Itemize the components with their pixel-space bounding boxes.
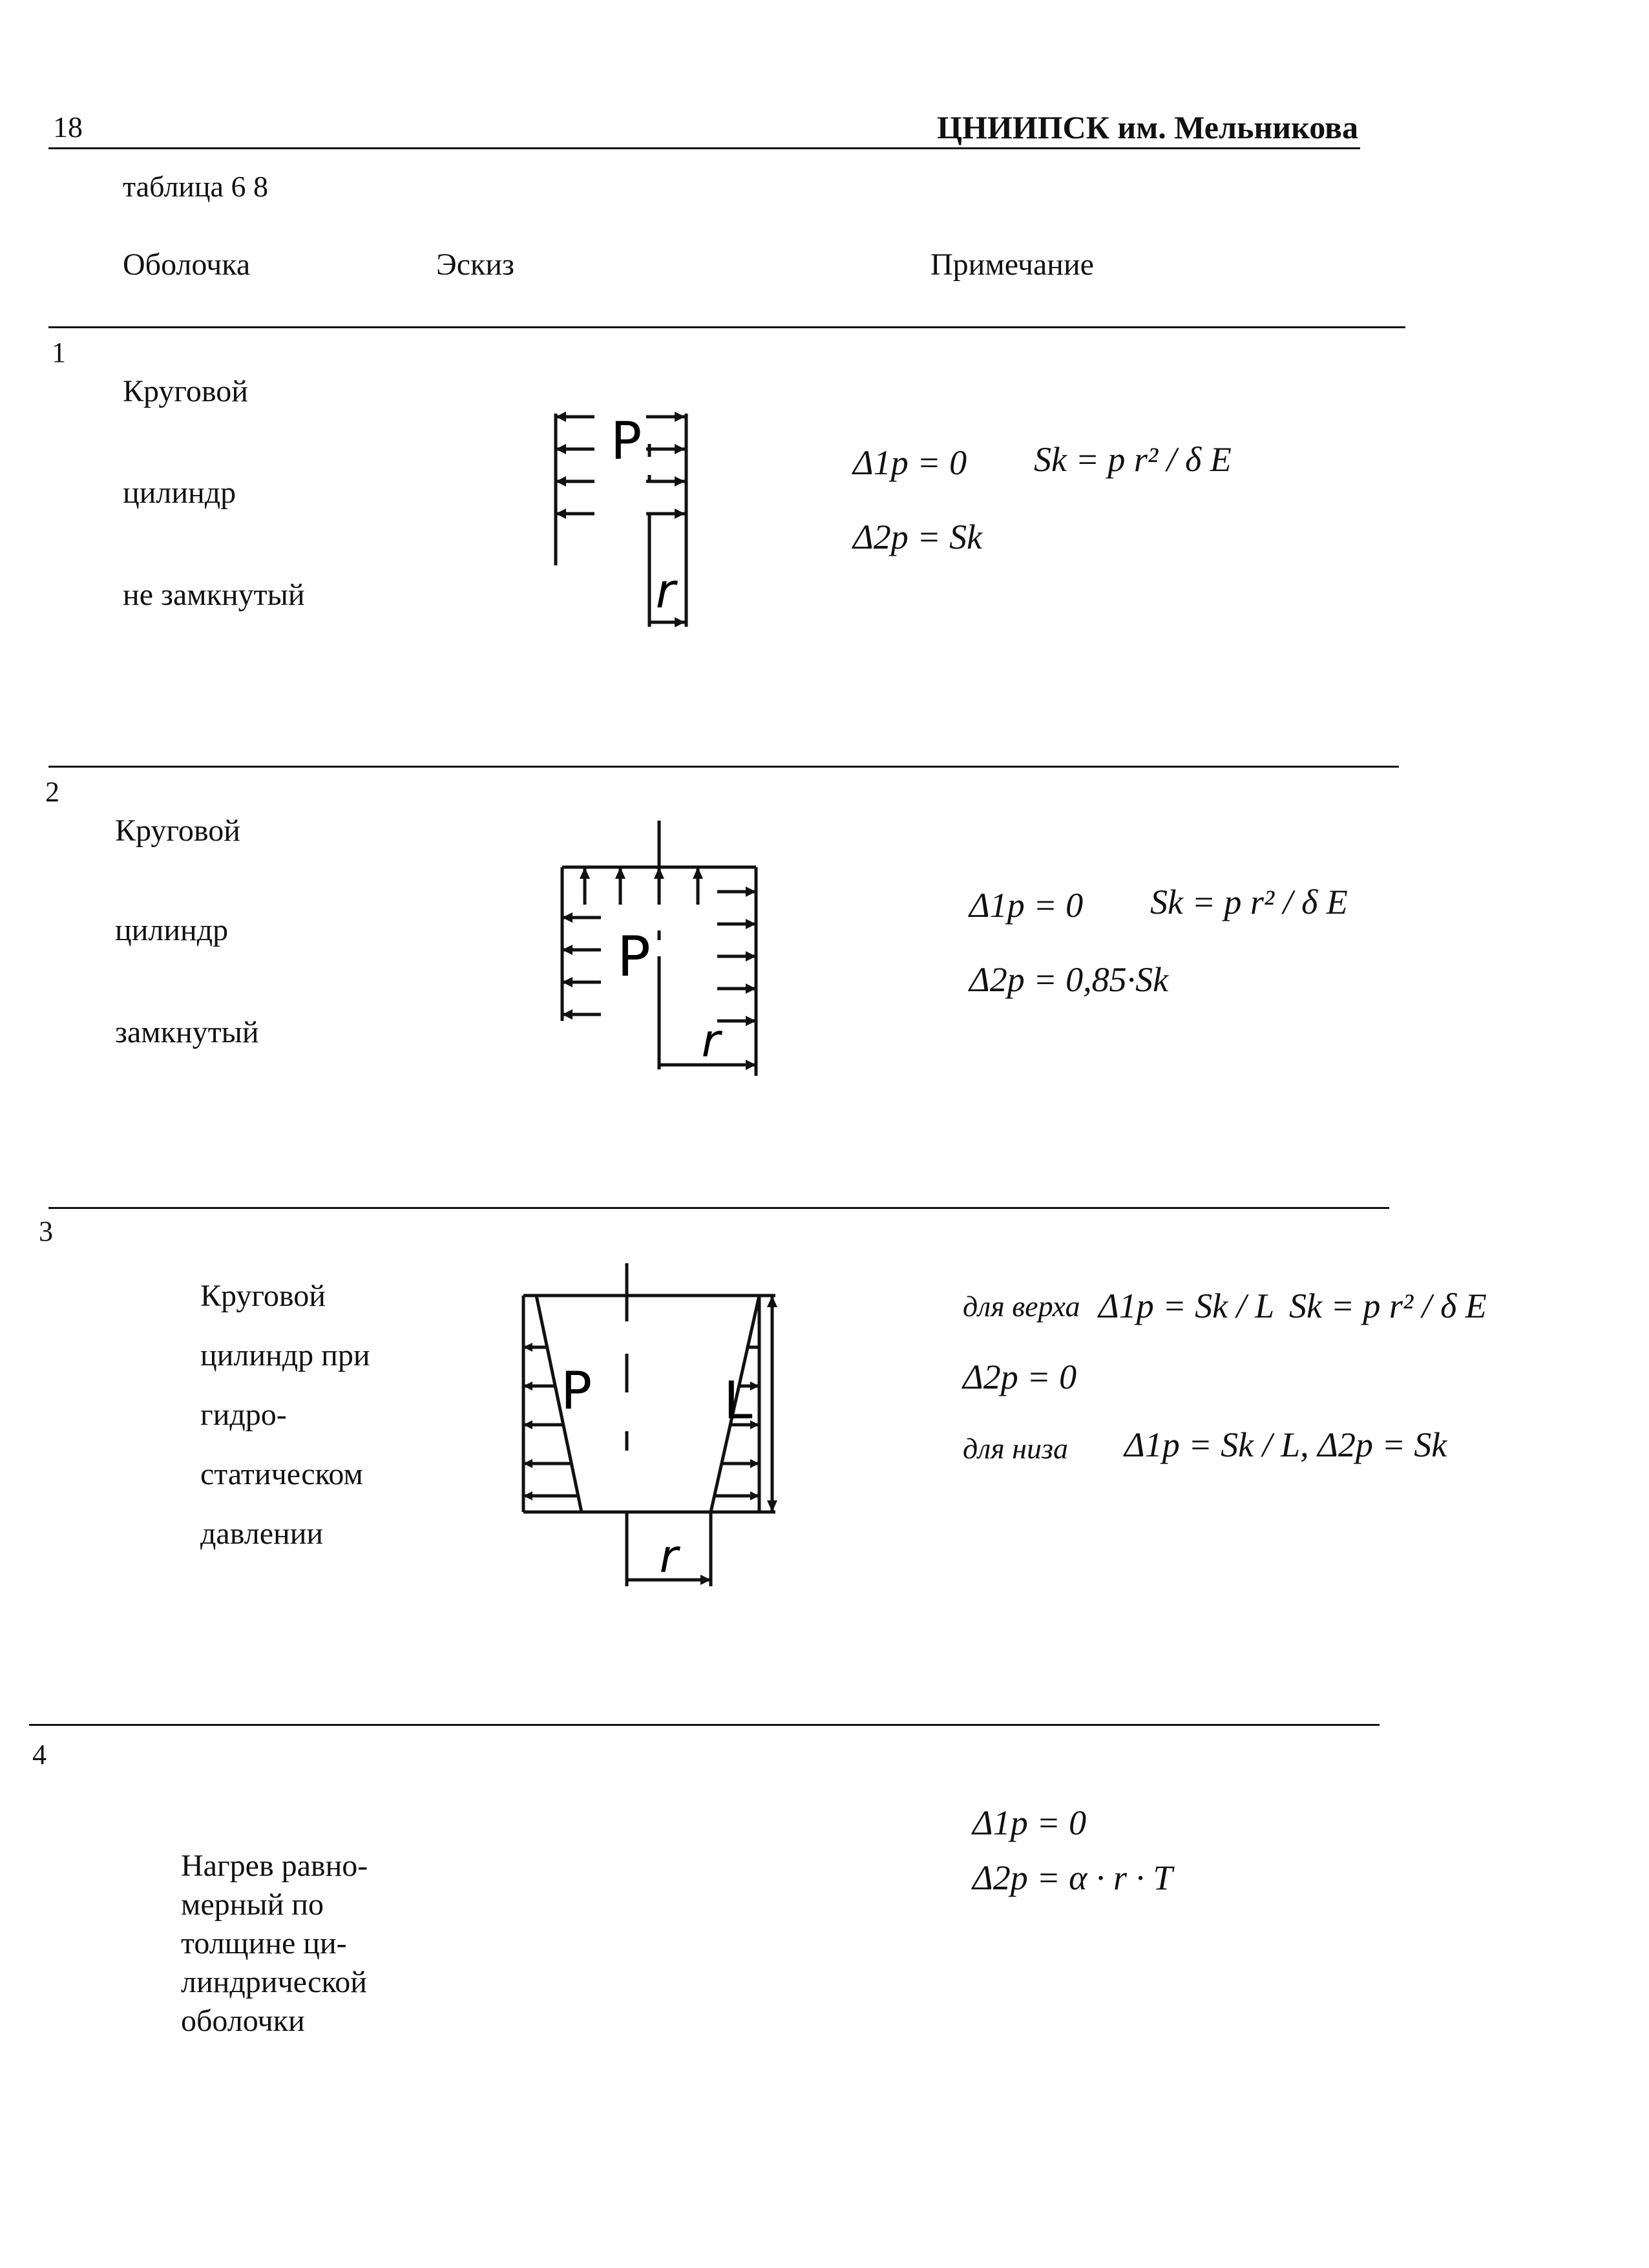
row-number: 4 — [32, 1739, 47, 1770]
shell-name-line: мерный по — [181, 1887, 324, 1922]
shell-name-line: гидро- — [200, 1398, 287, 1432]
pressure-label: P — [611, 411, 642, 471]
sketch-hydrostatic-cylinder — [517, 1263, 801, 1599]
shell-name-line: Круговой — [200, 1279, 326, 1313]
page-number: 18 — [53, 110, 83, 143]
shell-description — [181, 1847, 452, 2041]
shell-name-line: статическом — [200, 1457, 363, 1491]
pressure-label: P — [561, 1361, 593, 1421]
radius-label: r — [655, 563, 676, 619]
length-label: L — [724, 1370, 753, 1431]
formula-delta1: Δ1p = 0 — [972, 1803, 1087, 1842]
row-separator — [48, 1207, 1389, 1209]
row-number: 1 — [52, 337, 66, 368]
table-header-rule — [48, 326, 1405, 328]
formula-top: Δ1p = Sk / L — [1098, 1286, 1275, 1325]
header-rule — [48, 147, 1360, 149]
pressure-label: P — [617, 925, 651, 989]
row-separator — [48, 766, 1399, 768]
formula-sk: Sk = p r² / δ E — [1150, 883, 1348, 921]
formula-delta2: Δ2p = α · r · T — [972, 1858, 1173, 1897]
radius-label: r — [701, 1014, 720, 1067]
column-header-shell: Оболочка — [123, 247, 251, 282]
bottom-label: для низа — [963, 1432, 1068, 1465]
table-caption: таблица 6 8 — [123, 170, 268, 203]
formula-sk: Sk = p r² / δ E — [1289, 1286, 1487, 1325]
column-header-notes: Примечание — [930, 247, 1094, 282]
shell-name-line: давлении — [200, 1517, 324, 1551]
organization-title: ЦНИИПСК им. Мельникова — [937, 109, 1358, 145]
row-number: 2 — [45, 776, 59, 808]
top-label: для верха — [963, 1290, 1080, 1323]
column-header-sketch: Эскиз — [436, 247, 514, 282]
formula-delta1: Δ1p = 0 — [853, 443, 967, 482]
row-number: 3 — [39, 1215, 53, 1247]
row-separator — [29, 1724, 1380, 1726]
shell-name-line: толщине ци- — [181, 1926, 347, 1960]
formula-delta1: Δ1p = 0 — [969, 886, 1084, 925]
shell-name-line: линдрической — [181, 1965, 367, 1999]
shell-name-line: цилиндр — [123, 476, 236, 510]
shell-name-line: Нагрев равно- — [181, 1849, 368, 1883]
formula-delta2: Δ2p = 0,85·Sk — [969, 960, 1169, 999]
shell-name-line: Круговой — [115, 814, 240, 848]
sketch-closed-cylinder — [556, 821, 775, 1079]
formula-delta2-top: Δ2p = 0 — [963, 1358, 1077, 1396]
shell-name-line: цилиндр — [115, 913, 229, 947]
shell-name-line: оболочки — [181, 2004, 305, 2038]
radius-label: r — [659, 1530, 678, 1583]
shell-name-line: Круговой — [123, 374, 248, 408]
formula-sk: Sk = p r² / δ E — [1034, 440, 1232, 479]
formula-delta2: Δ2p = Sk — [853, 518, 983, 556]
shell-name-line: замкнутый — [115, 1015, 259, 1049]
sketch-open-cylinder — [536, 404, 756, 636]
shell-name-line: цилиндр при — [200, 1338, 370, 1372]
formula-bottom: Δ1p = Sk / L, Δ2p = Sk — [1124, 1425, 1447, 1464]
shell-name-line: не замкнутый — [123, 578, 305, 612]
